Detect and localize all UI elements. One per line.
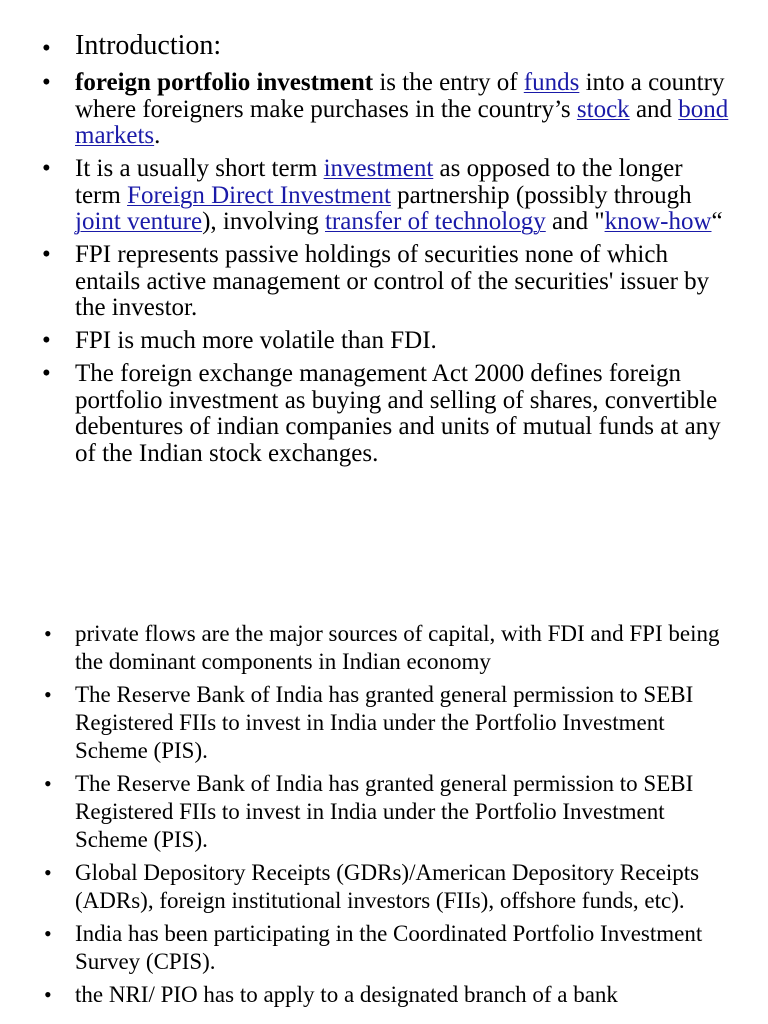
list-item: [0, 770, 768, 854]
list-item: [0, 620, 768, 676]
bullet-marker: •: [42, 327, 51, 354]
item-text: private flows are the major sources of capital, with FDI and FPI being the dominant components in Indian economy: [75, 621, 720, 674]
item-text: India has been participating in the Coordinated Portfolio Investment Survey (CPIS).: [75, 921, 703, 974]
list-item-volatility: [0, 328, 768, 355]
link-foreign-direct-investment[interactable]: Foreign Direct Investment: [127, 181, 391, 209]
link-know-how[interactable]: know-how: [604, 208, 712, 235]
list-item: [0, 981, 768, 1009]
text-span: partnership (possibly through: [390, 181, 692, 209]
text-span: is the entry of: [373, 69, 524, 96]
bullet-marker: •: [42, 69, 51, 96]
bullet-marker: •: [42, 35, 51, 62]
bullet-marker: •: [44, 682, 52, 707]
list-item: [0, 920, 768, 976]
text-span: .: [154, 122, 161, 149]
link-funds[interactable]: funds: [523, 69, 580, 96]
link-joint-venture[interactable]: joint venture: [75, 208, 203, 235]
bullet-marker: •: [42, 241, 51, 268]
list-item: [0, 681, 768, 765]
text-span: and ": [545, 208, 605, 235]
bullet-marker: •: [44, 621, 52, 646]
list-item-fpi-definition: [0, 70, 768, 150]
bullet-marker: •: [44, 860, 52, 885]
item-text: FPI represents passive holdings of securities none of which entails active management or control of the securities' issuer by the investor.: [75, 241, 710, 321]
list-item-short-term: [0, 156, 768, 236]
link-investment[interactable]: investment: [323, 155, 434, 182]
bullet-marker: •: [44, 771, 52, 796]
list-item-passive-holdings: [0, 242, 768, 322]
bullet-marker: •: [44, 921, 52, 946]
slide-introduction: [0, 28, 768, 474]
bullet-marker: •: [42, 155, 51, 182]
list-item-title: [0, 28, 768, 64]
text-span: It is a usually short term: [75, 155, 324, 182]
item-text: The Reserve Bank of India has granted general permission to SEBI Registered FIIs to invest in India under the Portfolio Investment Scheme (PIS).: [75, 682, 694, 763]
text-span: into a country where foreigners make purchases in the country’s: [75, 69, 725, 123]
text-span: and: [629, 95, 679, 123]
list-item-fema-definition: [0, 361, 768, 467]
link-bond-markets[interactable]: bond markets: [75, 95, 729, 149]
link-transfer-of-technology[interactable]: transfer of technology: [324, 208, 546, 235]
list-item: [0, 859, 768, 915]
item-text: The foreign exchange management Act 2000 defines foreign portfolio investment as buying and selling of shares, convertible debentures of indian companies and units of mutual funds at any of the Indian stock exchanges.: [75, 360, 721, 467]
slide-heading: Introduction:: [75, 30, 222, 61]
item-text: Global Depository Receipts (GDRs)/American Depository Receipts (ADRs), foreign institutional investors (FIIs), offshore funds, etc).: [75, 860, 700, 913]
link-stock[interactable]: stock: [576, 95, 630, 123]
text-span: “: [711, 208, 723, 235]
text-span: ), involving: [202, 208, 325, 235]
details-bullet-list: [0, 620, 768, 1009]
bullet-marker: •: [42, 360, 51, 387]
slide-fpi-details: [0, 620, 768, 1014]
bullet-marker: •: [44, 982, 52, 1007]
item-text: the NRI/ PIO has to apply to a designated branch of a bank: [75, 982, 618, 1007]
term-foreign-portfolio-investment: foreign portfolio investment: [75, 69, 374, 96]
item-text: FPI is much more volatile than FDI.: [75, 327, 437, 354]
intro-bullet-list: [0, 28, 768, 467]
text-span: as opposed to the longer term: [75, 155, 683, 209]
item-text: The Reserve Bank of India has granted general permission to SEBI Registered FIIs to invest in India under the Portfolio Investment Scheme (PIS).: [75, 771, 694, 852]
